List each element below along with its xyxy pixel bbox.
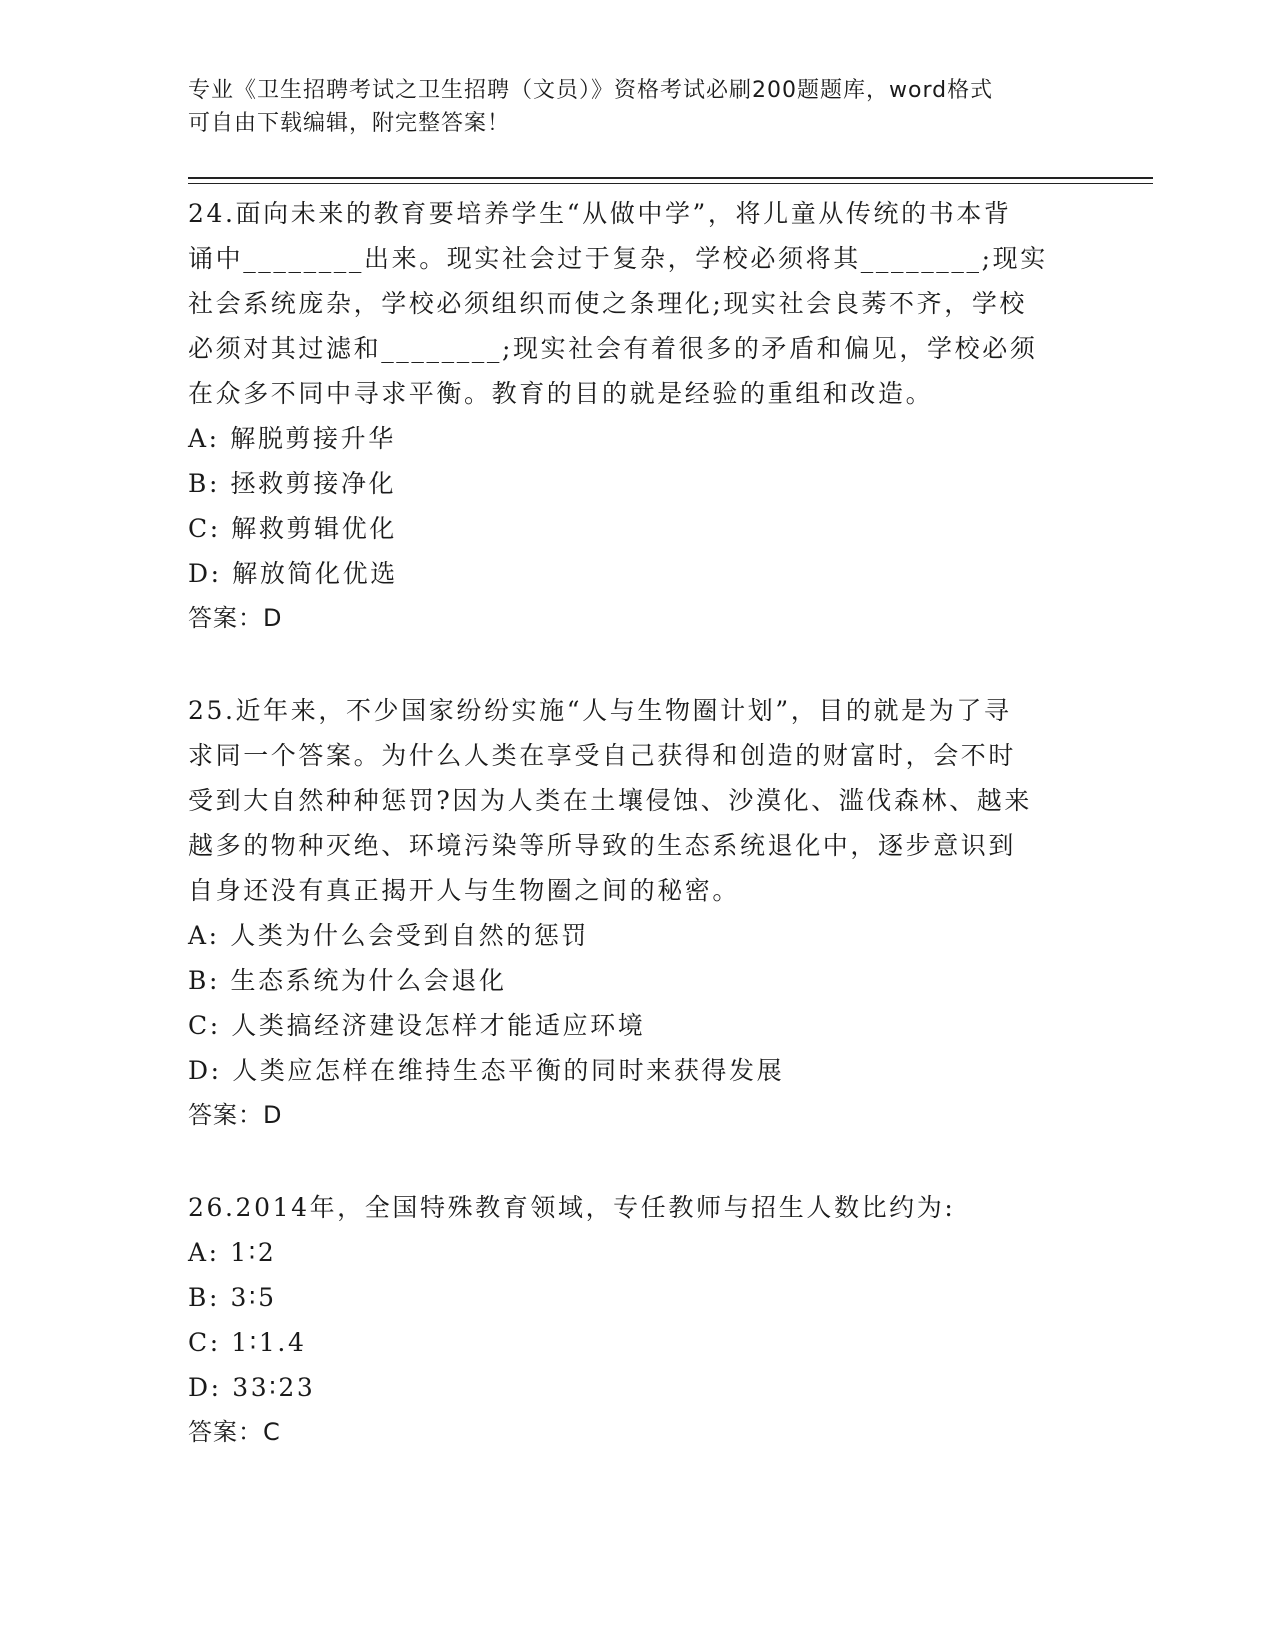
- question-stem-line: 越多的物种灭绝、环境污染等所导致的生态系统退化中，逐步意识到: [188, 831, 1017, 860]
- option-d: D: 人类应怎样在维持生态平衡的同时来获得发展: [188, 1056, 785, 1085]
- question-stem-line: 在众多不同中寻求平衡。教育的目的就是经验的重组和改造。: [188, 379, 934, 408]
- option-a: A: 人类为什么会受到自然的惩罚: [188, 921, 590, 950]
- question-24: [188, 191, 1068, 641]
- answer-label: 答案：C: [188, 1418, 281, 1446]
- question-stem-line: 求同一个答案。为什么人类在享受自己获得和创造的财富时，会不时: [188, 741, 1017, 770]
- question-spacer: [188, 641, 1068, 688]
- header-line-2: 可自由下载编辑，附完整答案！: [188, 111, 511, 136]
- header-line-1: 专业《卫生招聘考试之卫生招聘（文员）》资格考试必刷200题题库，word格式: [188, 78, 994, 103]
- option-b: B: 3∶5: [188, 1283, 277, 1312]
- question-26: [188, 1185, 1068, 1455]
- question-list: [188, 191, 1068, 1455]
- question-stem-line: 受到大自然种种惩罚?因为人类在土壤侵蚀、沙漠化、滥伐森林、越来: [188, 786, 1033, 815]
- question-stem-line: 25.近年来，不少国家纷纷实施“人与生物圈计划”，目的就是为了寻: [188, 696, 1012, 725]
- option-b: B: 拯救剪接净化: [188, 469, 397, 498]
- option-d: D: 33∶23: [188, 1373, 316, 1402]
- header-divider-thick: [188, 177, 1153, 179]
- question-stem-line: 26.2014年，全国特殊教育领域，专任教师与招生人数比约为:: [188, 1193, 956, 1222]
- answer-label: 答案：D: [188, 604, 283, 632]
- question-stem-line: 社会系统庞杂，学校必须组织而使之条理化;现实社会良莠不齐，学校: [188, 289, 1028, 318]
- question-25: [188, 688, 1068, 1138]
- option-a: A: 1∶2: [188, 1238, 277, 1267]
- option-a: A: 解脱剪接升华: [188, 424, 396, 453]
- option-b: B: 生态系统为什么会退化: [188, 966, 507, 995]
- document-header: [188, 74, 1068, 140]
- question-stem-line: 诵中________出来。现实社会过于复杂，学校必须将其________;现实: [188, 244, 1048, 273]
- option-d: D: 解放简化优选: [188, 559, 398, 588]
- question-stem-line: 24.面向未来的教育要培养学生“从做中学”，将儿童从传统的书本背: [188, 199, 1012, 228]
- option-c: C: 人类搞经济建设怎样才能适应环境: [188, 1011, 646, 1040]
- question-stem-line: 必须对其过滤和________;现实社会有着很多的矛盾和偏见，学校必须: [188, 334, 1038, 363]
- question-stem-line: 自身还没有真正揭开人与生物圈之间的秘密。: [188, 876, 741, 905]
- header-divider-thin: [188, 183, 1153, 184]
- answer-label: 答案：D: [188, 1101, 283, 1129]
- option-c: C: 解救剪辑优化: [188, 514, 397, 543]
- option-c: C: 1∶1.4: [188, 1328, 307, 1357]
- question-spacer: [188, 1138, 1068, 1185]
